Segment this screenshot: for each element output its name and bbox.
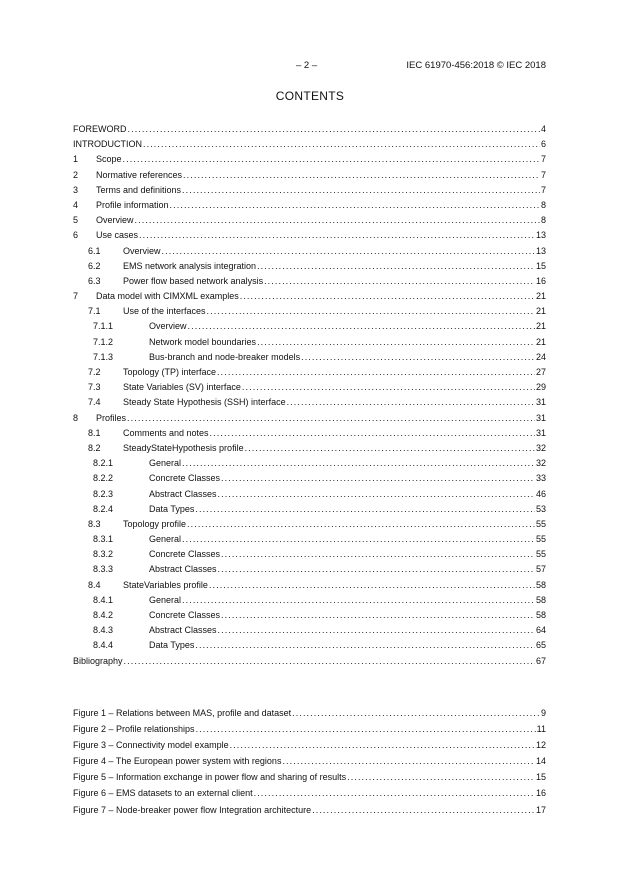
toc-page-number: 53 (535, 503, 546, 514)
dot-leader (139, 228, 535, 243)
toc-entry[interactable] (73, 380, 546, 395)
figure-entry[interactable] (73, 785, 546, 801)
dot-leader (207, 304, 535, 319)
figure-entry[interactable] (73, 721, 546, 737)
toc-title: EMS network analysis integration (123, 260, 257, 271)
figure-title: Figure 6 – EMS datasets to an external client (73, 788, 253, 799)
toc-page-number: 57 (535, 564, 546, 575)
toc-number: 8.2 (88, 442, 101, 453)
toc-number: 7 (73, 291, 79, 302)
toc-title: Overview (123, 245, 161, 256)
dot-leader (245, 441, 535, 456)
toc-entry[interactable] (73, 183, 546, 198)
dot-leader (124, 654, 535, 669)
toc-title: General (149, 534, 182, 545)
dot-leader (183, 168, 540, 183)
dot-leader (312, 802, 535, 818)
toc-entry[interactable] (73, 395, 546, 410)
dot-leader (230, 737, 535, 753)
dot-leader (242, 380, 535, 395)
toc-entry[interactable] (73, 441, 546, 456)
toc-number: 8.2.3 (93, 488, 114, 499)
figure-page-number: 11 (536, 724, 546, 735)
toc-title: SteadyStateHypothesis profile (123, 442, 244, 453)
toc-title: Overview (149, 321, 187, 332)
toc-title: State Variables (SV) interface (123, 382, 241, 393)
toc-number: 8.4.1 (93, 594, 114, 605)
toc-number: 7.1.1 (93, 321, 114, 332)
dot-leader (162, 244, 535, 259)
toc-entry[interactable] (73, 654, 546, 669)
toc-entry[interactable] (73, 152, 546, 167)
toc-number: 8.2.1 (93, 458, 114, 469)
figure-entry[interactable] (73, 737, 546, 753)
toc-title: FOREWORD (73, 124, 127, 134)
toc-title: Power flow based network analysis (123, 275, 264, 286)
toc-page-number: 7 (540, 184, 546, 195)
toc-title: Profile information (96, 199, 169, 210)
toc-page-number: 33 (535, 473, 546, 484)
toc-title: Data Types (149, 503, 195, 514)
toc-number: 5 (73, 215, 79, 226)
toc-page-number: 21 (535, 291, 546, 302)
toc-page-number: 65 (535, 640, 546, 651)
toc-entry[interactable] (73, 259, 546, 274)
figure-title: Figure 5 – Information exchange in power flow and sharing of results (73, 772, 347, 783)
toc-number: 7.1.2 (93, 336, 114, 347)
toc-entry[interactable] (73, 213, 546, 228)
toc-page-number: 21 (535, 306, 546, 317)
toc-title: Topology profile (123, 518, 187, 529)
toc-page-number: 31 (535, 427, 546, 438)
toc-title: Use of the interfaces (123, 306, 206, 317)
dot-leader (187, 517, 535, 532)
toc-entry[interactable] (73, 578, 546, 593)
toc-title: Data model with CIMXML examples (96, 291, 239, 302)
toc-title: Concrete Classes (149, 610, 221, 620)
toc-page-number: 64 (535, 625, 546, 636)
toc-number: 3 (73, 184, 79, 195)
toc-page-number: 7 (540, 169, 546, 180)
dot-leader (170, 198, 540, 213)
toc-page-number: 55 (535, 518, 546, 529)
toc-entry[interactable] (73, 122, 546, 137)
toc-page-number: 31 (535, 397, 546, 408)
figure-title: Figure 1 – Relations between MAS, profile and dataset (73, 708, 292, 718)
toc-entry[interactable] (73, 365, 546, 380)
toc-page-number: 8 (540, 199, 546, 210)
toc-entry[interactable] (73, 502, 546, 517)
page-header (0, 60, 620, 74)
figure-title: Figure 3 – Connectivity model example (73, 740, 229, 751)
dot-leader (287, 395, 535, 410)
dot-leader (264, 274, 535, 289)
toc-title: Topology (TP) interface (123, 367, 217, 377)
toc-page-number: 31 (535, 412, 546, 423)
toc-page-number: 32 (535, 458, 546, 469)
toc-number: 8.4.2 (93, 610, 114, 620)
toc-entry[interactable] (73, 456, 546, 471)
dot-leader (196, 721, 536, 737)
table-of-contents (73, 122, 546, 669)
toc-title: Overview (96, 215, 134, 226)
dot-leader (218, 623, 535, 638)
toc-page-number: 24 (535, 351, 546, 362)
dot-leader (128, 122, 540, 137)
toc-title: StateVariables profile (123, 579, 208, 590)
toc-number: 8.3 (88, 518, 101, 529)
toc-title: Network model boundaries (149, 336, 257, 347)
toc-entry[interactable] (73, 623, 546, 638)
toc-entry[interactable] (73, 228, 546, 243)
toc-page-number: 55 (535, 549, 546, 560)
dot-leader (135, 213, 540, 228)
toc-entry[interactable] (73, 608, 546, 623)
toc-title: Normative references (96, 169, 183, 180)
figure-page-number: 9 (540, 708, 546, 718)
toc-number: 6 (73, 230, 79, 241)
dot-leader (257, 335, 535, 350)
toc-entry[interactable] (73, 289, 546, 304)
toc-number: 2 (73, 169, 79, 180)
toc-number: 8.3.1 (93, 534, 114, 545)
dot-leader (240, 289, 535, 304)
dot-leader (195, 502, 535, 517)
toc-title: Concrete Classes (149, 473, 221, 484)
toc-entry[interactable] (73, 137, 546, 152)
dot-leader (254, 785, 535, 801)
figure-page-number: 15 (535, 772, 546, 783)
dot-leader (182, 532, 535, 547)
dot-leader (127, 411, 535, 426)
toc-number: 6.2 (88, 260, 101, 271)
toc-entry[interactable] (73, 638, 546, 653)
dot-leader (221, 471, 535, 486)
toc-entry[interactable] (73, 471, 546, 486)
toc-entry[interactable] (73, 562, 546, 577)
toc-entry[interactable] (73, 487, 546, 502)
dot-leader (143, 137, 540, 152)
toc-page-number: 21 (535, 321, 546, 332)
dot-leader (209, 578, 535, 593)
dot-leader (210, 426, 535, 441)
toc-page-number: 32 (535, 442, 546, 453)
dot-leader (182, 593, 535, 608)
figure-title: Figure 2 – Profile relationships (73, 724, 195, 735)
toc-number: 8.3.3 (93, 564, 114, 575)
toc-number: 8.2.4 (93, 503, 114, 514)
toc-title: Comments and notes (123, 427, 209, 438)
toc-title: Bus-branch and node-breaker models (149, 351, 301, 362)
toc-title: General (149, 458, 182, 469)
toc-page-number: 8 (540, 215, 546, 226)
toc-title: Profiles (96, 412, 127, 423)
toc-entry[interactable] (73, 426, 546, 441)
toc-entry[interactable] (73, 350, 546, 365)
dot-leader (218, 562, 535, 577)
dot-leader (282, 753, 535, 769)
toc-title: General (149, 594, 182, 605)
figure-entry[interactable] (73, 769, 546, 785)
toc-page-number: 13 (535, 230, 546, 241)
dot-leader (195, 638, 535, 653)
toc-number: 7.1.3 (93, 351, 114, 362)
toc-number: 7.2 (88, 367, 101, 377)
toc-entry[interactable] (73, 593, 546, 608)
toc-page-number: 13 (535, 245, 546, 256)
dot-leader (218, 487, 535, 502)
toc-number: 8.1 (88, 427, 101, 438)
toc-number: 1 (73, 154, 79, 165)
figure-title: Figure 4 – The European power system with regions (73, 756, 282, 767)
toc-title: Data Types (149, 640, 195, 651)
toc-number: 8.4.3 (93, 625, 114, 636)
figure-entry[interactable] (73, 705, 546, 721)
figure-page-number: 16 (535, 788, 546, 799)
toc-entry[interactable] (73, 517, 546, 532)
toc-number: 4 (73, 199, 79, 210)
toc-page-number: 58 (535, 594, 546, 605)
toc-title: Use cases (96, 230, 139, 241)
toc-page-number: 55 (535, 534, 546, 545)
figure-entry[interactable] (73, 802, 546, 818)
toc-page-number: 15 (535, 260, 546, 271)
toc-number: 7.4 (88, 397, 101, 408)
toc-entry[interactable] (73, 532, 546, 547)
toc-title: Abstract Classes (149, 625, 217, 636)
dot-leader (301, 350, 535, 365)
dot-leader (123, 152, 540, 167)
toc-page-number: 58 (535, 610, 546, 620)
contents-title: CONTENTS (275, 89, 345, 103)
toc-number: 8 (73, 412, 79, 423)
toc-title: INTRODUCTION (73, 139, 142, 150)
toc-number: 6.1 (88, 245, 101, 256)
figure-page-number: 14 (535, 756, 546, 767)
toc-page-number: 4 (540, 124, 546, 134)
toc-page-number: 29 (535, 382, 546, 393)
dot-leader (182, 456, 535, 471)
toc-title: Steady State Hypothesis (SSH) interface (123, 397, 286, 408)
dot-leader (347, 769, 535, 785)
toc-title: Concrete Classes (149, 549, 221, 560)
toc-number: 7.1 (88, 306, 101, 317)
toc-entry[interactable] (73, 244, 546, 259)
dot-leader (188, 319, 535, 334)
dot-leader (221, 608, 535, 623)
toc-title: Scope (96, 154, 122, 165)
figure-page-number: 12 (535, 740, 546, 751)
page-number: – 2 – (296, 60, 318, 71)
toc-entry[interactable] (73, 274, 546, 289)
toc-page-number: 46 (535, 488, 546, 499)
toc-page-number: 67 (535, 655, 546, 666)
toc-number: 6.3 (88, 275, 101, 286)
figure-entry[interactable] (73, 753, 546, 769)
toc-number: 8.3.2 (93, 549, 114, 560)
list-of-figures (73, 705, 546, 818)
toc-entry[interactable] (73, 168, 546, 183)
toc-title: Abstract Classes (149, 564, 217, 575)
toc-number: 7.3 (88, 382, 101, 393)
dot-leader (221, 547, 535, 562)
dot-leader (292, 705, 540, 721)
toc-number: 8.2.2 (93, 473, 114, 484)
toc-entry[interactable] (73, 411, 546, 426)
dot-leader (217, 365, 535, 380)
toc-number: 8.4 (88, 579, 101, 590)
toc-page-number: 6 (540, 139, 546, 150)
dot-leader (257, 259, 535, 274)
toc-entry[interactable] (73, 304, 546, 319)
figure-page-number: 17 (535, 804, 546, 815)
toc-page-number: 16 (535, 275, 546, 286)
dot-leader (182, 183, 540, 198)
toc-number: 8.4.4 (93, 640, 114, 651)
toc-page-number: 27 (535, 367, 546, 377)
toc-title: Bibliography (73, 655, 123, 666)
document-id: IEC 61970-456:2018 © IEC 2018 (406, 60, 546, 71)
toc-title: Abstract Classes (149, 488, 217, 499)
toc-entry[interactable] (73, 198, 546, 213)
toc-page-number: 7 (540, 154, 546, 165)
figure-title: Figure 7 – Node-breaker power flow Integration architecture (73, 804, 312, 815)
toc-entry[interactable] (73, 335, 546, 350)
toc-title: Terms and definitions (96, 184, 182, 195)
toc-entry[interactable] (73, 319, 546, 334)
toc-entry[interactable] (73, 547, 546, 562)
toc-page-number: 58 (535, 579, 546, 590)
toc-page-number: 21 (535, 336, 546, 347)
